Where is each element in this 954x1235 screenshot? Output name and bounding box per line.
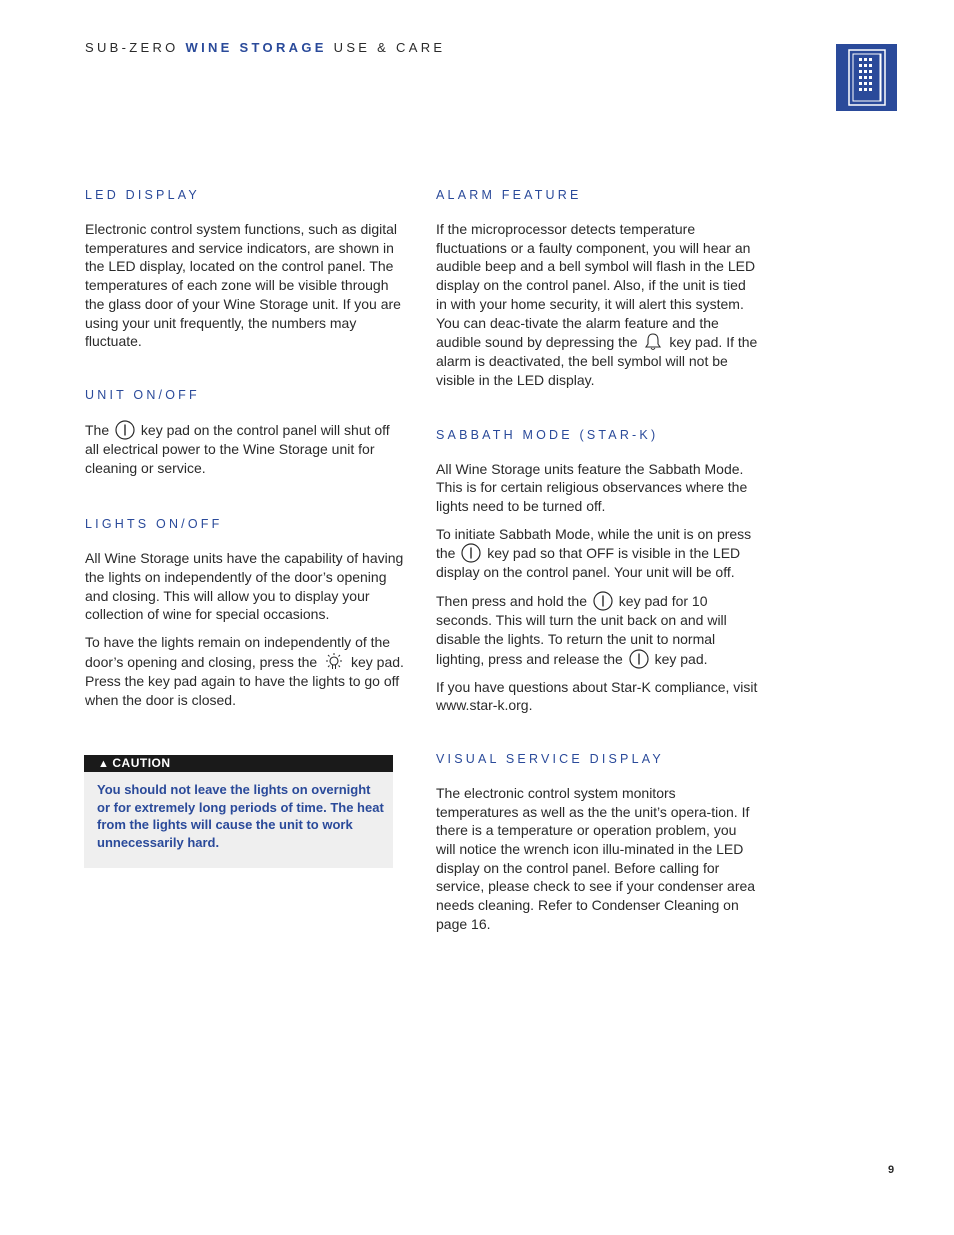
power-icon <box>629 649 649 669</box>
section-title: LIGHTS ON/OFF <box>85 517 223 532</box>
power-icon <box>461 543 481 563</box>
sabbath-mode-section <box>436 426 758 715</box>
paragraph: To have the lights remain on independently of the door’s opening and closing, press the key pad. Press the key pad again to have the lights to go off when the door is closed. <box>85 634 404 708</box>
paragraph: Then press and hold the key pad for 10 seconds. This will turn the unit back on and will disable the lights. To return the unit to normal lighting, press and release the key pad. <box>436 593 727 667</box>
paragraph: To initiate Sabbath Mode, while the unit is on press the key pad so that OFF is visible in the LED display on the control panel. Your unit will be off. <box>436 525 752 581</box>
header-brand: SUB-ZERO <box>85 40 179 55</box>
section-title: ALARM FEATURE <box>436 188 582 202</box>
paragraph: The electronic control system monitors temperatures as well as the the unit’s opera-tion. If there is a temperature or operation problem, you will notice the wrench icon illu-minated in the LED display on the control panel. Before calling for service, please check to see if your condenser area needs cleaning. Refer to Condenser Cleaning on page 16. <box>436 784 756 932</box>
led-display-section <box>85 186 407 351</box>
paragraph: Electronic control system functions, such as digital temperatures and service indicators, are shown in the LED display, located on the control panel. The temperatures of each zone will be visible through the glass door of your Wine Storage unit. If you are using your unit frequently, the numbers may fluctuate. <box>85 221 401 350</box>
bell-icon <box>643 332 663 352</box>
section-title: VISUAL SERVICE DISPLAY <box>436 751 664 766</box>
power-icon <box>593 591 613 611</box>
left-column <box>85 186 407 744</box>
caution-text: You should not leave the lights on overnight or for extremely long periods of time. The heat from the lights will cause the unit to work unnecessarily hard. <box>97 782 384 850</box>
caution-box <box>84 755 393 868</box>
wine-storage-icon <box>836 44 897 111</box>
unit-on-off-section <box>85 386 407 477</box>
header-suffix: USE & CARE <box>333 40 446 55</box>
paragraph: All Wine Storage units have the capability of having the lights on independently of the door’s opening and closing. This will allow you to display your collection of wine for special occasions. <box>85 550 404 623</box>
visual-service-section <box>436 750 758 934</box>
paragraph: If you have questions about Star-K compliance, visit www.star-k.org. <box>436 678 758 714</box>
lights-on-off-section <box>85 515 407 709</box>
caution-header <box>84 755 393 772</box>
paragraph: All Wine Storage units feature the Sabbath Mode. This is for certain religious observances where the lights need to be turned off. <box>436 460 748 515</box>
warning-icon: ▲ <box>98 758 110 770</box>
alarm-feature-section <box>436 186 758 390</box>
paragraph: If the microprocessor detects temperature fluctuations or a faulty component, you will hear an audible beep and a bell symbol will flash in the LED display on the control panel. Also, if the unit is tied in with your home security, it will alert this system. You can deac-tivate the alarm feature and the audible sound by depressing the key pad. If the alarm is deactivated, the bell symbol will not be visible in the LED display. <box>436 221 758 388</box>
section-title: SABBATH MODE (STAR-K) <box>436 427 659 442</box>
light-bulb-icon <box>323 652 345 672</box>
section-title: UNIT ON/OFF <box>85 387 200 402</box>
power-icon <box>115 420 135 440</box>
paragraph: The key pad on the control panel will shut off all electrical power to the Wine Storage unit for cleaning or service. <box>85 421 390 476</box>
right-column <box>436 186 758 969</box>
header-product: WINE STORAGE <box>185 40 327 55</box>
running-header <box>85 40 445 55</box>
section-title: LED DISPLAY <box>85 188 200 202</box>
caution-label: CAUTION <box>112 756 171 770</box>
page-number: 9 <box>888 1164 895 1176</box>
